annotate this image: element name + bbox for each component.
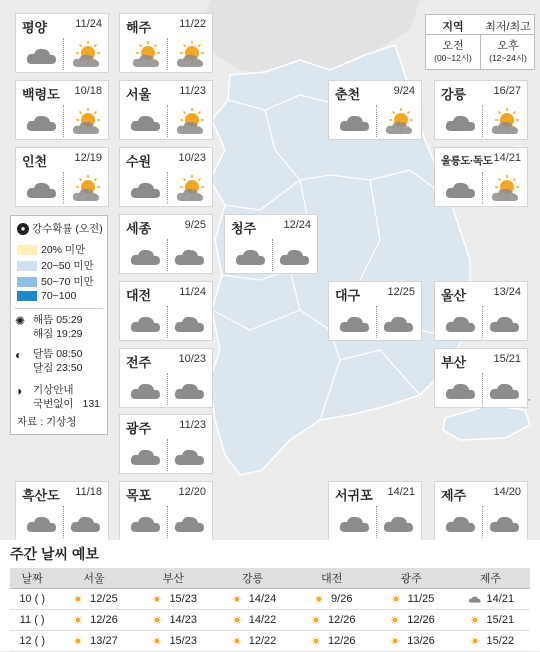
weekly-cell [292,589,371,610]
weekly-cell [371,610,450,631]
weekly-temp: 14/24 [248,592,277,605]
sun-icon [467,614,483,626]
city-card [434,281,528,341]
city-card [119,348,213,408]
weekly-temp: 13/27 [90,634,118,647]
weekly-temp: 15/23 [169,634,197,647]
weekly-date: 10 ( ) [10,589,54,610]
level-100: 70~100 [41,290,77,302]
city-temp: 11/23 [179,419,206,431]
weekly-row [10,610,530,631]
cloud-icon [170,308,210,338]
source-text: 자료 : 기상청 [17,416,77,428]
weekly-row [10,589,530,610]
sun-icon [311,593,327,605]
city-temp: 9/25 [184,219,206,231]
city-card [119,281,213,341]
city-card [119,80,213,140]
weekly-temp: 14/22 [248,613,277,626]
weekly-cell [213,589,292,610]
city-temp: 12/19 [74,152,102,164]
city-temp: 14/21 [387,486,415,498]
weekly-temp: 15/21 [486,613,515,626]
city-temp: 11/18 [75,486,102,498]
city-temp: 10/23 [178,353,206,365]
sun-cloud-icon [66,174,106,204]
city-name: 대전 [126,288,152,303]
sun-cloud-icon [170,107,210,137]
city-card [119,414,213,474]
weekly-date: 12 ( ) [10,631,54,652]
city-temp: 9/24 [393,85,415,97]
sun-icon [149,593,165,605]
cloud-icon [231,241,271,271]
key-region: 지역 [442,21,464,33]
weekly-temp: 12/26 [327,634,356,647]
cloud-icon [126,308,166,338]
cloud-icon [170,241,210,271]
weekly-temp: 15/22 [486,634,515,647]
city-name: 부산 [441,355,467,370]
weekly-temp: 14/21 [486,592,515,605]
sun-icon [308,635,324,647]
city-name: 백령도 [22,87,60,102]
cloud-icon [22,174,62,204]
city-temp: 14/20 [493,486,521,498]
city-name: 해주 [126,20,152,35]
cloud-icon [441,107,481,137]
city-temp: 10/18 [74,85,102,97]
cloud-icon [22,40,62,70]
moonrise-label: 달뜸 [33,348,54,360]
cloud-icon [170,441,210,471]
sun-cloud-icon [485,174,525,204]
city-card [15,147,109,207]
city-card [434,481,528,541]
city-name: 수원 [126,154,152,169]
weekly-temp: 12/22 [248,634,277,647]
sunrise-time: 05:29 [56,314,83,326]
sun-cloud-icon [485,107,525,137]
city-name: 춘천 [335,87,361,102]
sun-cloud-icon [66,107,106,137]
weekly-forecast [0,540,540,651]
weekly-temp: 9/26 [331,592,353,605]
city-name: 세종 [126,221,152,236]
city-card [434,80,528,140]
cloud-icon [379,508,419,538]
weekly-header [10,568,530,589]
cloud-icon [441,308,481,338]
sun-cloud-icon [66,40,106,70]
weekly-cell [213,610,292,631]
weekly-cell [451,589,530,610]
sun-icon [308,614,324,626]
sun-cloud-icon [379,107,419,137]
weekly-cell [54,589,133,610]
cloud-icon [335,107,375,137]
weekly-cell [54,631,133,652]
swatch-50 [17,261,37,271]
sun-icon [229,635,245,647]
city-card [434,147,528,207]
sun-icon: ✺ [15,314,26,328]
city-card [119,147,213,207]
cloud-icon [126,375,166,405]
weekly-temp: 12/26 [327,613,356,626]
city-name: 제주 [441,488,467,503]
sun-icon [149,635,165,647]
city-temp: 12/24 [283,219,311,231]
city-card [15,13,109,73]
phone-icon: ◑ [15,384,23,398]
city-temp: 13/24 [493,286,521,298]
cloud-icon [126,174,166,204]
city-temp: 16/27 [493,85,521,97]
weekly-date: 11 ( ) [10,610,54,631]
weekly-cell [451,610,530,631]
sun-icon [149,614,165,626]
sun-icon [387,635,403,647]
sun-icon [229,593,245,605]
city-card [328,281,422,341]
sun-icon [229,614,245,626]
sun-icon [70,635,86,647]
legend-title-row [17,221,103,236]
city-name: 서울 [126,87,152,102]
cloud-icon [170,508,210,538]
level-70: 50~70 미만 [41,276,94,288]
moonset-label: 달짐 [33,362,54,374]
weekly-cell [134,589,213,610]
legend-title: 강수확률 (오전) [31,223,103,235]
weekly-header-cell: 제주 [451,568,530,589]
city-temp: 12/20 [178,486,206,498]
key-pm-sub: (12~24시) [489,53,527,63]
moon-icon: ◐ [15,348,23,362]
weekly-cell [213,631,292,652]
cloud-icon [66,508,106,538]
key-pm: 오후 [497,40,519,52]
city-temp: 12/25 [387,286,415,298]
city-temp: 15/21 [493,353,521,365]
city-name: 인천 [22,154,48,169]
cloud-icon [379,308,419,338]
cloud-icon [126,441,166,471]
weekly-temp: 14/23 [169,613,197,626]
weekly-temp: 12/26 [90,613,118,626]
swatch-100 [17,291,37,301]
weekly-cell [292,610,371,631]
weekly-temp: 15/23 [169,592,197,605]
cloud-icon [485,375,525,405]
city-name: 전주 [126,355,152,370]
cloud-icon [485,308,525,338]
legend-key [425,14,535,70]
info-label2: 국번없이 [33,398,74,410]
moonrise-time: 08:50 [56,348,83,360]
weekly-table [10,568,530,652]
city-card [119,214,213,274]
city-card [224,214,318,274]
cloud-icon [441,375,481,405]
weekly-cell [292,631,371,652]
weekly-title: 주간 날씨 예보 [10,546,99,562]
weekly-cell [371,631,450,652]
weekly-temp: 13/26 [407,634,435,647]
city-card [15,80,109,140]
info-label: 기상안내 [33,384,74,396]
cloud-icon [335,308,375,338]
cloud-icon [22,508,62,538]
city-card [328,481,422,541]
level-20: 20% 미만 [41,244,86,256]
cloud-icon [485,508,525,538]
city-name: 대구 [335,288,361,303]
weekly-temp: 12/25 [90,592,118,605]
sun-icon [388,593,404,605]
city-name: 서귀포 [335,488,373,503]
weekly-header-cell: 대전 [292,568,371,589]
cloud-icon [441,174,481,204]
city-card [119,13,213,73]
city-card [328,80,422,140]
weekly-temp: 11/25 [407,592,435,605]
city-temp: 11/22 [179,18,206,30]
city-temp: 14/21 [493,152,521,164]
weekly-cell [54,610,133,631]
city-name: 청주 [231,221,257,236]
weekly-header-cell: 서울 [54,568,133,589]
weekly-row [10,631,530,652]
weekly-cell [134,631,213,652]
cloud-icon [126,508,166,538]
city-card [119,481,213,541]
cloud-icon [467,593,483,605]
key-am: 오전 [442,40,464,52]
key-range: 최저/최고 [485,21,531,33]
weekly-header-cell: 광주 [371,568,450,589]
sun-icon [467,635,483,647]
cloud-icon [22,107,62,137]
cloud-icon [126,241,166,271]
key-am-sub: (00~12시) [434,53,472,63]
weekly-header-cell: 부산 [134,568,213,589]
sunset-label: 해짐 [33,328,54,340]
sun-icon [70,593,86,605]
weekly-cell [134,610,213,631]
weekly-header-cell: 강릉 [213,568,292,589]
swatch-70 [17,277,37,287]
city-temp: 11/24 [75,18,102,30]
city-name: 울릉도·독도 [441,155,493,167]
city-temp: 11/23 [179,85,206,97]
sun-cloud-icon [126,40,166,70]
city-temp: 11/24 [179,286,206,298]
city-card [15,481,109,541]
drop-icon: ● [17,223,29,235]
sun-icon [387,614,403,626]
city-name: 광주 [126,421,152,436]
weekly-header-cell: 날짜 [10,568,54,589]
jeju-island [443,405,530,440]
cloud-icon [275,241,315,271]
cloud-icon [170,375,210,405]
city-name: 평양 [22,20,48,35]
precipitation-legend [10,215,108,435]
city-name: 목포 [126,488,152,503]
cloud-icon [335,508,375,538]
city-name: 강릉 [441,87,467,102]
city-card [434,348,528,408]
city-name: 울산 [441,288,467,303]
weekly-temp: 12/26 [407,613,435,626]
sunrise-label: 해뜸 [33,314,54,326]
cloud-icon [441,508,481,538]
sunset-time: 19:29 [56,328,83,340]
sun-icon [70,614,86,626]
weekly-cell [371,589,450,610]
info-number: 131 [82,398,101,410]
sun-cloud-icon [170,40,210,70]
swatch-20 [17,245,37,255]
cloud-icon [126,107,166,137]
city-temp: 10/23 [178,152,206,164]
weekly-cell [451,631,530,652]
moonset-time: 23:50 [56,362,83,374]
sun-cloud-icon [170,174,210,204]
city-name: 흑산도 [22,488,60,503]
level-50: 20~50 미만 [41,260,94,272]
